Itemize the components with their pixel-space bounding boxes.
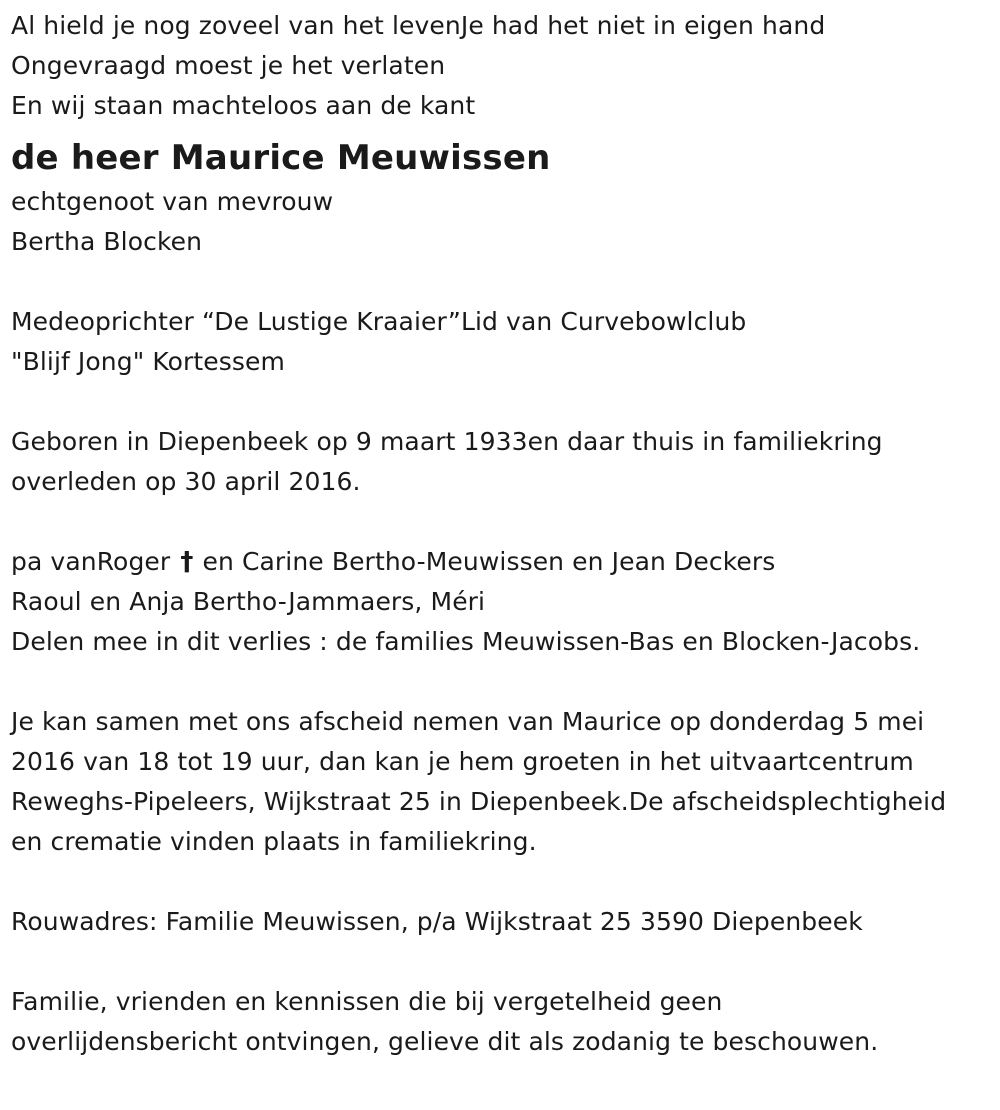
birth-line: Geboren in Diepenbeek op 9 maart 1933en daar thuis in familiekring (11, 427, 883, 456)
spacer (11, 942, 1000, 982)
spacer (11, 662, 1000, 702)
notice (11, 982, 1000, 1062)
farewell-line: Reweghs-Pipeleers, Wijkstraat 25 in Diepenbeek.De afscheidsplechtigheid (11, 787, 947, 816)
notice-line: Familie, vrienden en kennissen die bij vergetelheid geen (11, 987, 723, 1016)
cross-icon: † (180, 547, 194, 577)
farewell-line: 2016 van 18 tot 19 uur, dan kan je hem groeten in het uitvaartcentrum (11, 747, 914, 776)
poem-line: En wij staan machteloos aan de kant (11, 91, 476, 120)
memberships (11, 302, 1000, 382)
spacer (11, 502, 1000, 542)
deceased-name: de heer Maurice Meuwissen (11, 138, 551, 178)
poem-line: Al hield je nog zoveel van het levenJe had het niet in eigen hand (11, 11, 826, 40)
family-line: Raoul en Anja Bertho-Jammaers, Méri (11, 587, 486, 616)
mourning-address: Rouwadres: Familie Meuwissen, p/a Wijkstraat 25 3590 Diepenbeek (11, 907, 863, 936)
family (11, 542, 1000, 662)
poem-line: Ongevraagd moest je het verlaten (11, 51, 446, 80)
spacer (11, 262, 1000, 302)
membership-line: Medeoprichter “De Lustige Kraaier”Lid van Curvebowlclub (11, 307, 747, 336)
family-line (11, 542, 1000, 582)
poem (11, 6, 1000, 126)
spacer (11, 382, 1000, 422)
farewell (11, 702, 1000, 862)
notice-line: overlijdensbericht ontvingen, gelieve dit als zodanig te beschouwen. (11, 1027, 879, 1056)
death-line: overleden op 30 april 2016. (11, 467, 361, 496)
spouse-line: echtgenoot van mevrouw (11, 187, 334, 216)
farewell-line: Je kan samen met ons afscheid nemen van Maurice op donderdag 5 mei (11, 707, 925, 736)
family-line: Delen mee in dit verlies : de families Meuwissen-Bas en Blocken-Jacobs. (11, 627, 921, 656)
spacer (11, 862, 1000, 902)
membership-line: "Blijf Jong" Kortessem (11, 347, 285, 376)
farewell-line: en crematie vinden plaats in familiekring. (11, 827, 537, 856)
family-text: pa vanRoger (11, 547, 171, 576)
spouse-name: Bertha Blocken (11, 227, 203, 256)
family-text: en Carine Bertho-Meuwissen en Jean Deckers (202, 547, 776, 576)
birth-death (11, 422, 1000, 502)
